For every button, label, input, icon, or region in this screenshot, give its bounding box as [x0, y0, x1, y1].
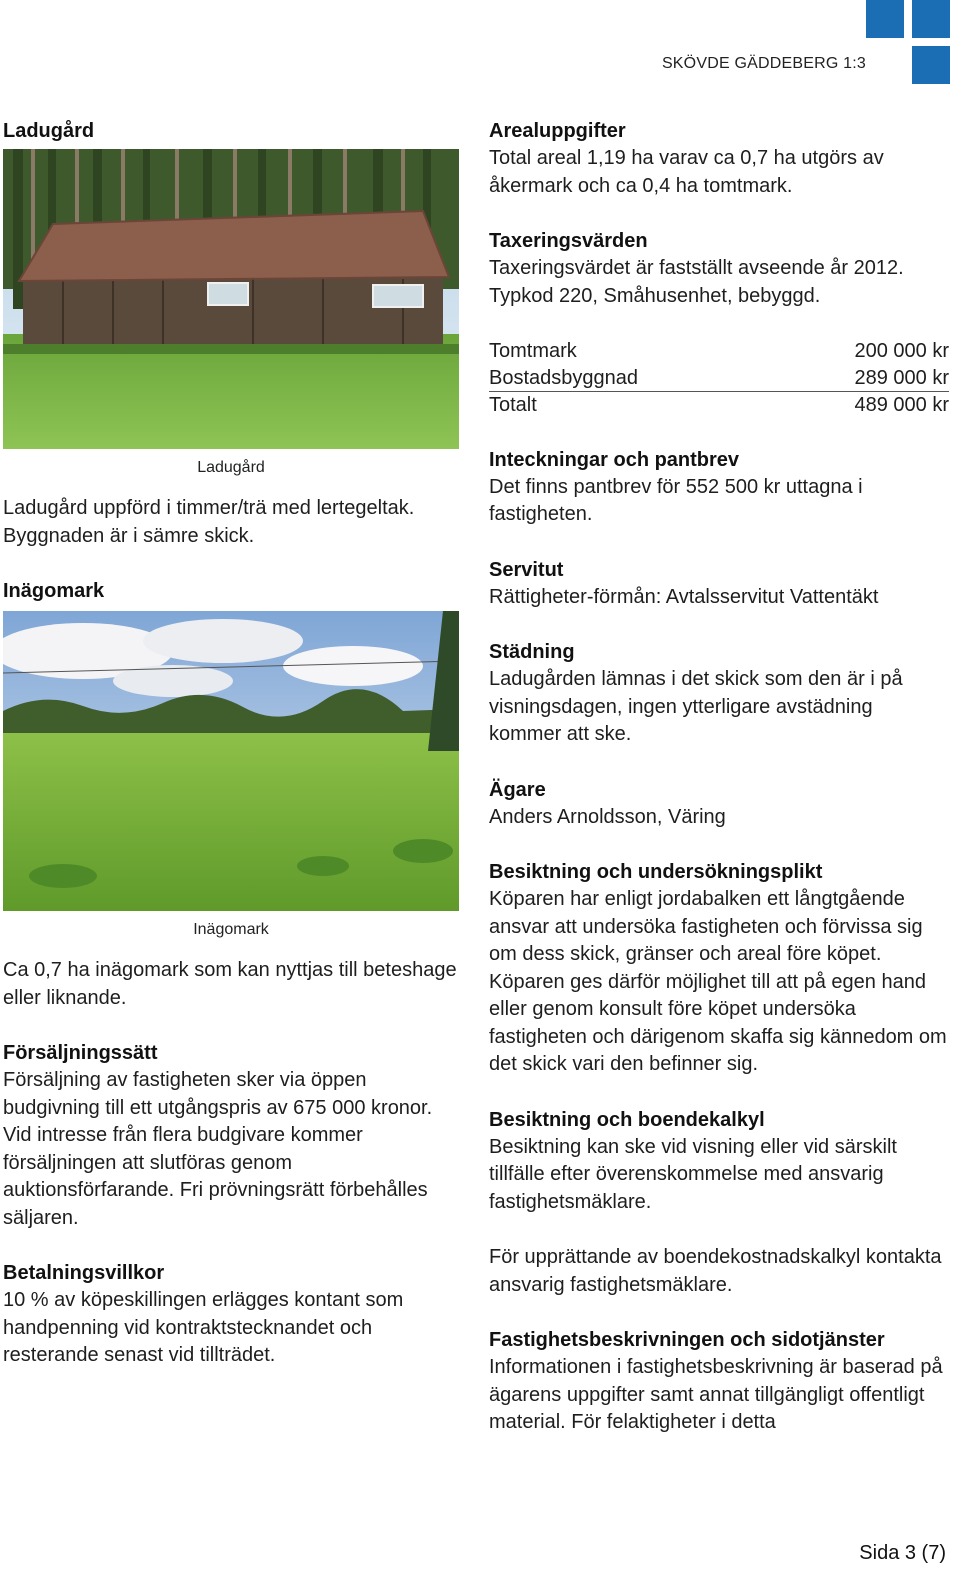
paragraph: För upprättande av boendekostnadskalkyl kontakta ansvarig fastighetsmäklare. — [489, 1246, 942, 1296]
section-heading-stadning: Städning — [489, 641, 575, 663]
paragraph: Ladugård uppförd i timmer/trä med lertegeltak. Byggnaden är i sämre skick. — [3, 497, 415, 547]
right-column — [489, 118, 949, 1465]
tax-label: Bostadsbyggnad — [489, 366, 639, 389]
photo-caption: Ladugård — [197, 459, 265, 476]
field-photo — [3, 611, 459, 911]
table-row — [489, 338, 949, 365]
section-heading-servitut: Servitut — [489, 558, 564, 581]
paragraph: Besiktning kan ske vid visning eller vid särskilt tillfälle efter överenskommelse med ansvarig fastighetsmäklare. — [489, 1135, 897, 1213]
section-heading-arealuppgifter: Arealuppgifter — [489, 120, 626, 142]
tax-label: Tomtmark — [489, 340, 577, 362]
tax-label: Totalt — [489, 392, 770, 419]
paragraph: Anders Arnoldsson, Väring — [489, 805, 726, 828]
photo-caption: Inägomark — [193, 921, 269, 938]
page-number: Sida 3 (7) — [859, 1542, 946, 1564]
tax-amount: 200 000 kr — [854, 340, 949, 362]
section-heading-besiktning-boendekalkyl: Besiktning och boendekalkyl — [489, 1108, 765, 1131]
table-row — [489, 365, 949, 392]
paragraph: Ca 0,7 ha inägomark som kan nyttjas till beteshage eller liknande. — [3, 959, 457, 1009]
section-heading-besiktning-undersokningsplikt: Besiktning och undersökningsplikt — [489, 861, 823, 883]
section-heading-agare: Ägare — [489, 778, 546, 801]
paragraph: 10 % av köpeskillingen erlägges kontant som handpenning vid kontraktstecknandet och resterande senast vid tillträdet. — [3, 1289, 404, 1366]
section-heading-inteckningar: Inteckningar och pantbrev — [489, 448, 740, 471]
paragraph: Ladugården lämnas i det skick som den är i på visningsdagen, ingen ytterligare avstädning kommer att ske. — [489, 668, 903, 745]
tax-amount: 289 000 kr — [854, 366, 949, 389]
paragraph: Försäljning av fastigheten sker via öppen budgivning till ett utgångspris av 675 000 kronor. Vid intresse från flera budgivare kommer försäljningen att slutföras genom auktionsförfarande. Fri prövningsrätt förbehålles säljaren. — [3, 1069, 433, 1229]
section-heading-taxeringsvarden: Taxeringsvärden — [489, 230, 648, 252]
property-title: SKÖVDE GÄDDEBERG 1:3 — [661, 55, 866, 72]
tax-value-table — [489, 338, 949, 419]
section-heading-fastighetsbeskrivning: Fastighetsbeskrivningen och sidotjänster — [489, 1329, 885, 1351]
logo-square — [912, 0, 950, 38]
paragraph: Taxeringsvärdet är fastställt avseende år 2012. Typkod 220, Småhusenhet, bebyggd. — [489, 257, 904, 307]
paragraph: Total areal 1,19 ha varav ca 0,7 ha utgörs av åkermark och ca 0,4 ha tomtmark. — [489, 147, 884, 197]
section-heading-betalningsvillkor: Betalningsvillkor — [3, 1262, 165, 1284]
brand-logo — [866, 0, 952, 86]
tax-amount: 489 000 kr — [770, 392, 949, 419]
section-heading-forsaljningssatt: Försäljningssätt — [3, 1042, 158, 1064]
table-row-total — [489, 392, 949, 419]
paragraph: Informationen i fastighetsbeskrivning är baserad på ägarens uppgifter samt annat tillgängligt offentligt material. För felaktigheter i detta — [489, 1356, 943, 1433]
section-heading-ladugard: Ladugård — [3, 120, 95, 142]
paragraph: Rättigheter-förmån: Avtalsservitut Vattentäkt — [489, 585, 879, 608]
barn-photo — [3, 149, 459, 449]
logo-square — [912, 46, 950, 84]
paragraph: Köparen har enligt jordabalken ett långtgående ansvar att undersöka fastigheten och förvissa sig om dess skick, gränser och areal före köpet. Köparen ges därför möjlighet till att på egen hand eller genom konsult före köpet undersöka fastigheten och därigenom skaffa sig kännedom om det skick vari den befinner sig. — [489, 888, 947, 1075]
section-heading-inagomark: Inägomark — [3, 580, 105, 602]
left-column — [3, 118, 459, 1398]
paragraph: Det finns pantbrev för 552 500 kr uttagna i fastigheten. — [489, 475, 863, 525]
logo-square — [866, 0, 904, 38]
